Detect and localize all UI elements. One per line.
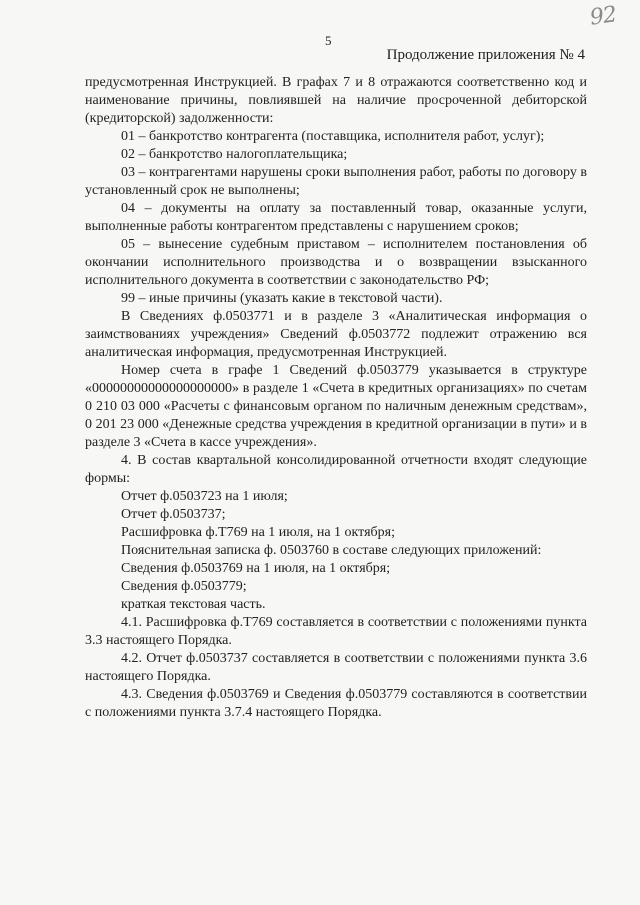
paragraph: Расшифровка ф.Т769 на 1 июля, на 1 октября; — [121, 525, 395, 540]
paragraph: 04 – документы на оплату за поставленный товар, оказанные услуги, выполненные работы контрагентом представлены с нарушением сроков; — [85, 201, 587, 234]
paragraph: 4.3. Сведения ф.0503769 и Сведения ф.0503779 составляются в соответствии с положениями пункта 3.7.4 настоящего Порядка. — [85, 687, 587, 720]
paragraph: Сведения ф.0503769 на 1 июля, на 1 октября; — [121, 561, 391, 576]
page-number: 5 — [325, 33, 332, 48]
paragraph: В Сведениях ф.0503771 и в разделе 3 «Аналитическая информация о заимствованиях учреждения» Сведений ф.0503772 подлежит отражению вся аналитическая информация, предусмотренная Инструкцией. — [85, 309, 587, 360]
paragraph: 02 – банкротство налогоплательщика; — [121, 147, 348, 162]
paragraph: Номер счета в графе 1 Сведений ф.0503779 указывается в структуре «00000000000000000000» в разделе 1 «Счета в кредитных организациях» по счетам 0 210 03 000 «Расчеты с финансовым органом по наличным денежным средствам», 0 201 23 000 «Денежные средства учреждения в кредитной организации в пути» и в разделе 3 «Счета в кассе учреждения». — [85, 363, 587, 450]
paragraph: Сведения ф.0503779; — [121, 579, 247, 594]
paragraph: 4.2. Отчет ф.0503737 составляется в соответствии с положениями пункта 3.6 настоящего Порядка. — [85, 651, 587, 684]
paragraph: 99 – иные причины (указать какие в текстовой части). — [121, 291, 443, 306]
paragraph: 05 – вынесение судебным приставом – исполнителем постановления об окончании исполнительного производства и о возвращении взысканного исполнительного документа в соответствии с законодательство РФ; — [85, 237, 587, 288]
paragraph: 03 – контрагентами нарушены сроки выполнения работ, работы по договору в установленный срок не выполнены; — [85, 165, 587, 198]
paragraph: 4. В состав квартальной консолидированной отчетности входят следующие формы: — [85, 453, 587, 486]
appendix-title: Продолжение приложения № 4 — [386, 47, 585, 63]
paragraph: Отчет ф.0503723 на 1 июля; — [121, 489, 288, 504]
paragraph: Отчет ф.0503737; — [121, 507, 226, 522]
paragraph: 4.1. Расшифровка ф.Т769 составляется в соответствии с положениями пункта 3.3 настоящего Порядка. — [85, 615, 587, 648]
paragraph: предусмотренная Инструкцией. В графах 7 и 8 отражаются соответственно код и наименование причины, повлиявшей на наличие просроченной дебиторской (кредиторской) задолженности: — [85, 75, 587, 126]
handwritten-page-number: 92 — [588, 2, 618, 31]
paragraph: 01 – банкротство контрагента (поставщика, исполнителя работ, услуг); — [121, 129, 545, 144]
paragraph: краткая текстовая часть. — [121, 597, 266, 612]
document-body — [85, 74, 587, 722]
paragraph: Пояснительная записка ф. 0503760 в составе следующих приложений: — [121, 543, 542, 558]
